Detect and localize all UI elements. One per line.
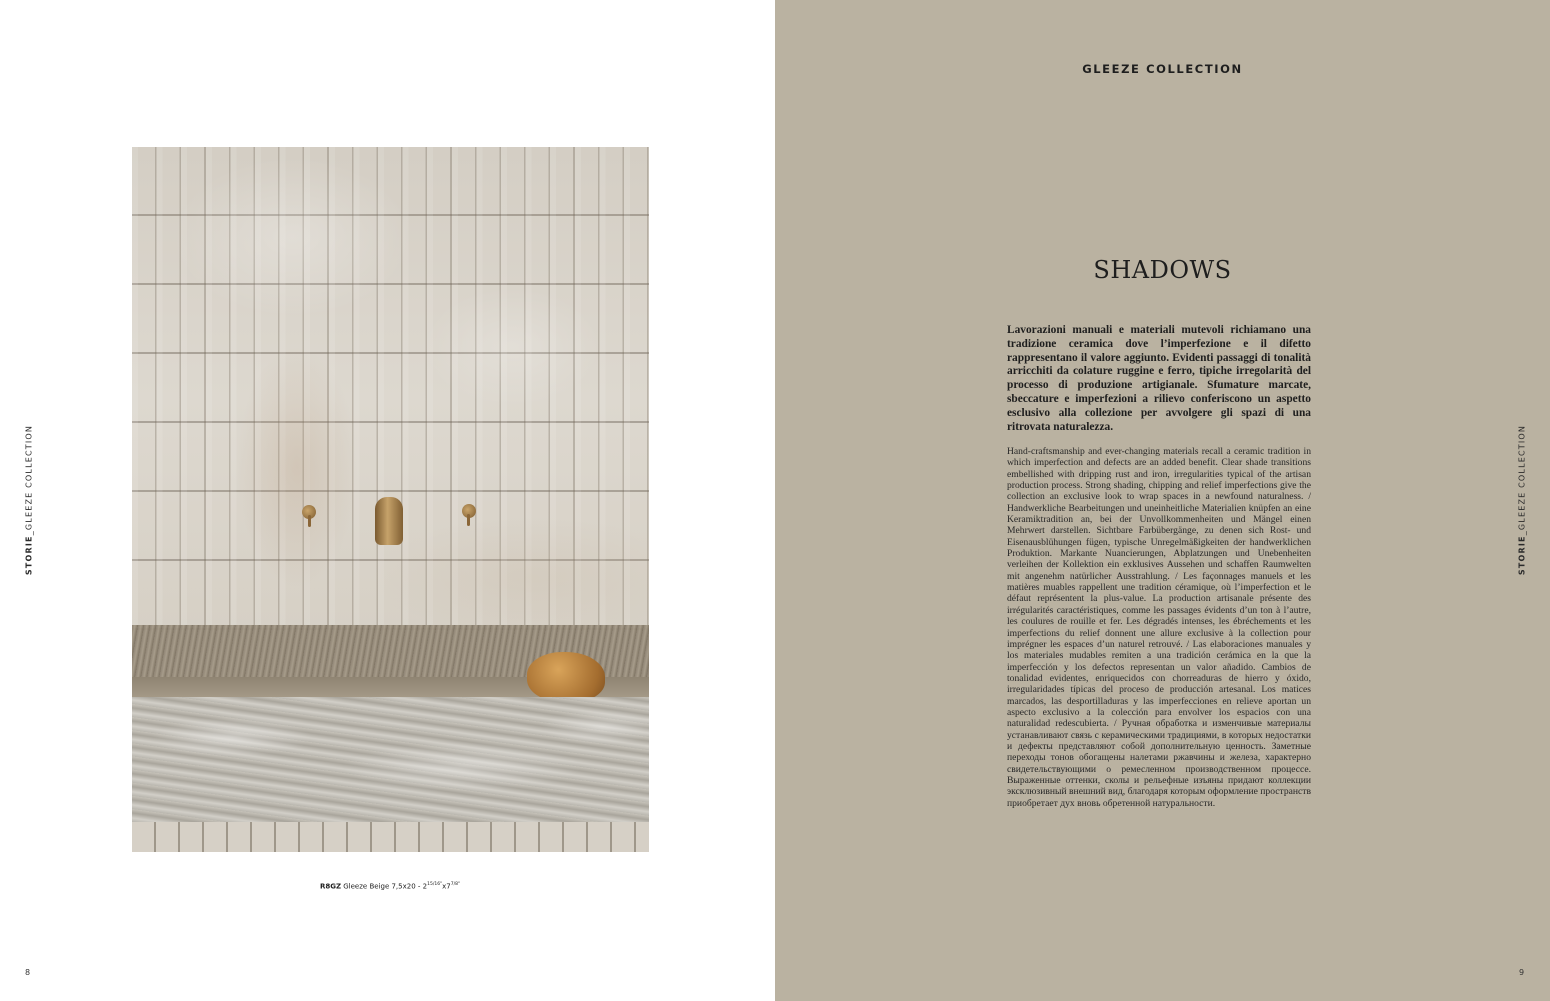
collection-title: GLEEZE COLLECTION	[1082, 62, 1243, 76]
tap-handle-right	[462, 504, 476, 518]
product-photo-sink	[132, 147, 649, 852]
caption-code: R8GZ	[319, 882, 342, 891]
tap-handle-left	[302, 505, 316, 519]
sponge	[527, 652, 605, 702]
lead-paragraph: Lavorazioni manuali e materiali mutevoli richiamano una tradizione ceramica dove l’imperfezione e il difetto rappresentano il valore aggiunto. Evidenti passaggi di tonalità arricchiti da colature ruggine e ferro, tipiche irregolarità del processo di produzione artigianale. Sfumature marcate, sbeccature e imperfezioni a rilievo conferiscono un aspetto esclusivo alla collezione per avvolgere gli spazi di una ritrovata naturalezza.	[1007, 324, 1311, 433]
photo-caption: R8GZ Gleeze Beige $7,5x20 - 2^{15/16"}x7^{7/8"}$	[319, 882, 461, 891]
tap-spout	[375, 497, 403, 545]
right-page	[775, 0, 1550, 1001]
section-title: SHADOWS	[1093, 256, 1232, 284]
body-paragraph: Hand-craftsmanship and ever-changing materials recall a ceramic tradition in which imperfection and defects are an added benefit. Clear shade transitions embellished with dripping rust and iron, irregularities typical of the artisan production process. Strong shading, chipping and relief imperfections give the collection an exclusive look to wrap spaces in a newfound naturalness. / Handwerkliche Bearbeitungen und uneinheitliche Materialien knüpfen an eine Keramiktradition an, bei der Unvollkommenheiten und Mängel einen Mehrwert darstellen. Sichtbare Farbübergänge, zu denen sich Rost- und Eisenausblühungen fügen, typische Unregelmäßigkeiten der handwerklichen Produktion. Markante Nuancierungen, Abplatzungen und Unebenheiten verleihen der Kollektion ein exklusives Aussehen und schaffen Raumwelten mit angenehm natürlicher Ausstrahlung. / Les façonnages manuels et les matières muables rappellent une tradition céramique, où l’imperfection et le défaut représentent la plus-value. La production artisanale présente des irrégularités caractéristiques, comme les passages évidents d’un ton à l’autre, les coulures de rouille et fer. Les dégradés intenses, les ébréchements et les imperfections du relief donnent une allure exclusive à la collection pour imprégner les espaces d’un naturel retrouvé. / Las elaboraciones manuales y los materiales mudables remiten a una tradición cerámica en la que la imperfección y los defectos representan un valor añadido. Cambios de tonalidad evidentes, enriquecidos con chorreaduras de hierro y óxido, irregularidades típicas del proceso de producción artesanal. Los matices marcados, las desportilladuras y las imperfecciones en relieve aportan un aspecto exclusivo a la colección para envolver los espacios con una naturalidad redescubierta. / Ручная обработка и изменчивые материалы устанавливают связь с керамическими традициями, в которых недостатки и дефекты представляют собой дополнительную ценность. Заметные переходы тонов обогащены налетами ржавчины и железа, характерно свидетельствующими о ремесленном производственном процессе. Выраженные оттенки, сколы и рельефные изъяны придают коллекции эксклюзивный внешний вид, благодаря которым оформление пространств приобретает дух вновь обретенной натуральности.	[1007, 446, 1311, 809]
side-label-left: STORIE_GLEEZE COLLECTION	[24, 424, 34, 576]
page-number-right: 9	[1519, 968, 1525, 977]
stone-sink-front	[132, 697, 649, 822]
side-label-right: STORIE_GLEEZE COLLECTION	[1517, 424, 1527, 576]
page-number-left: 8	[25, 968, 31, 977]
